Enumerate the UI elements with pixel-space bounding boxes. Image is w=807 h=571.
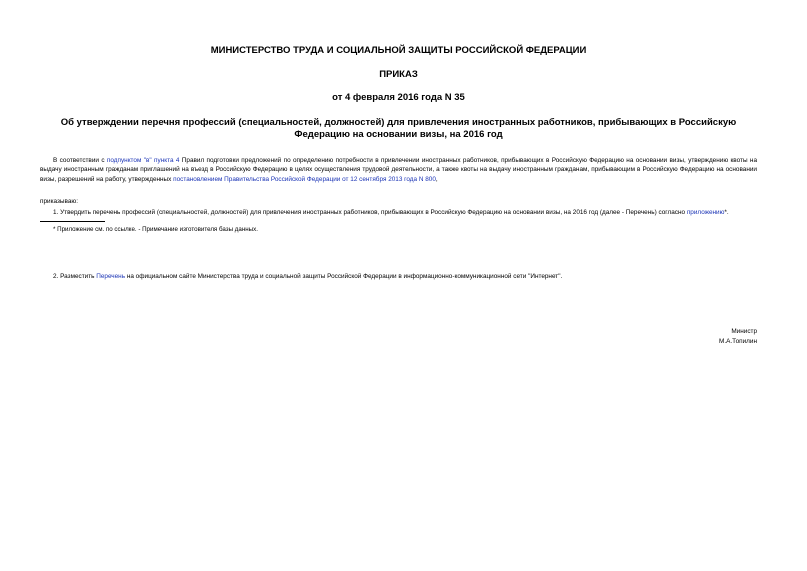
order-item-2-text-start: 2. Разместить xyxy=(53,273,97,281)
basis-paragraph xyxy=(40,156,757,184)
footnote-divider xyxy=(40,221,105,222)
ministry-heading: МИНИСТЕРСТВО ТРУДА И СОЦИАЛЬНОЙ ЗАЩИТЫ РОССИЙСКОЙ ФЕДЕРАЦИИ xyxy=(210,45,587,56)
signature-block xyxy=(719,327,757,347)
order-item-1-end: *. xyxy=(724,208,729,216)
document-type-heading: ПРИКАЗ xyxy=(379,69,418,80)
order-item-1 xyxy=(40,208,757,217)
signatory-name: М.А.Топилин xyxy=(719,338,757,345)
basis-text-middle: Правил подготовки предложений по определению потребности в привлечении иностранных работников, прибывающих в Российскую Федерацию на основании визы, утверждению квоты на выдачу иностранным гражданам приглашений на въезд в Российскую Федерацию в целях осуществления трудовой деятельности, а также квоты на выдачу иностранным гражданам, прибывающим в Российскую Федерацию на основании визы, разрешений на работу, утвержденных xyxy=(40,157,757,183)
basis-text-start: В соответствии с xyxy=(53,157,107,164)
footnote-text: * Приложение см. по ссылке. - Примечание изготовителя базы данных. xyxy=(53,226,258,234)
basis-text-end: , xyxy=(435,175,438,183)
order-item-2-text-end: на официальном сайте Министерства труда и социальной защиты Российской Федерации в информационно-коммуникационной сети "Интернет". xyxy=(125,273,563,281)
appendix-link[interactable]: приложению xyxy=(686,208,725,216)
document-date-number: от 4 февраля 2016 года N 35 xyxy=(332,92,465,103)
list-link[interactable]: Перечень xyxy=(96,273,126,281)
document-title: Об утверждении перечня профессий (специальностей, должностей) для привлечения иностранных работников, прибывающих в Российскую Федерацию на основании визы, на 2016 год xyxy=(60,117,737,140)
government-decree-link[interactable]: постановлением Правительства Российской Федерации от 12 сентября 2013 года N 800 xyxy=(173,175,436,183)
order-word: приказываю: xyxy=(40,198,78,206)
order-item-2 xyxy=(40,272,757,281)
signatory-position: Министр xyxy=(731,328,757,335)
order-item-1-text: 1. Утвердить перечень профессий (специальностей, должностей) для привлечения иностранных работников, прибывающих в Российскую Федерацию на основании визы, на 2016 год (далее - Перечень) согласно xyxy=(53,208,687,216)
subclause-link[interactable]: подпунктом "в" пункта 4 xyxy=(106,157,180,164)
